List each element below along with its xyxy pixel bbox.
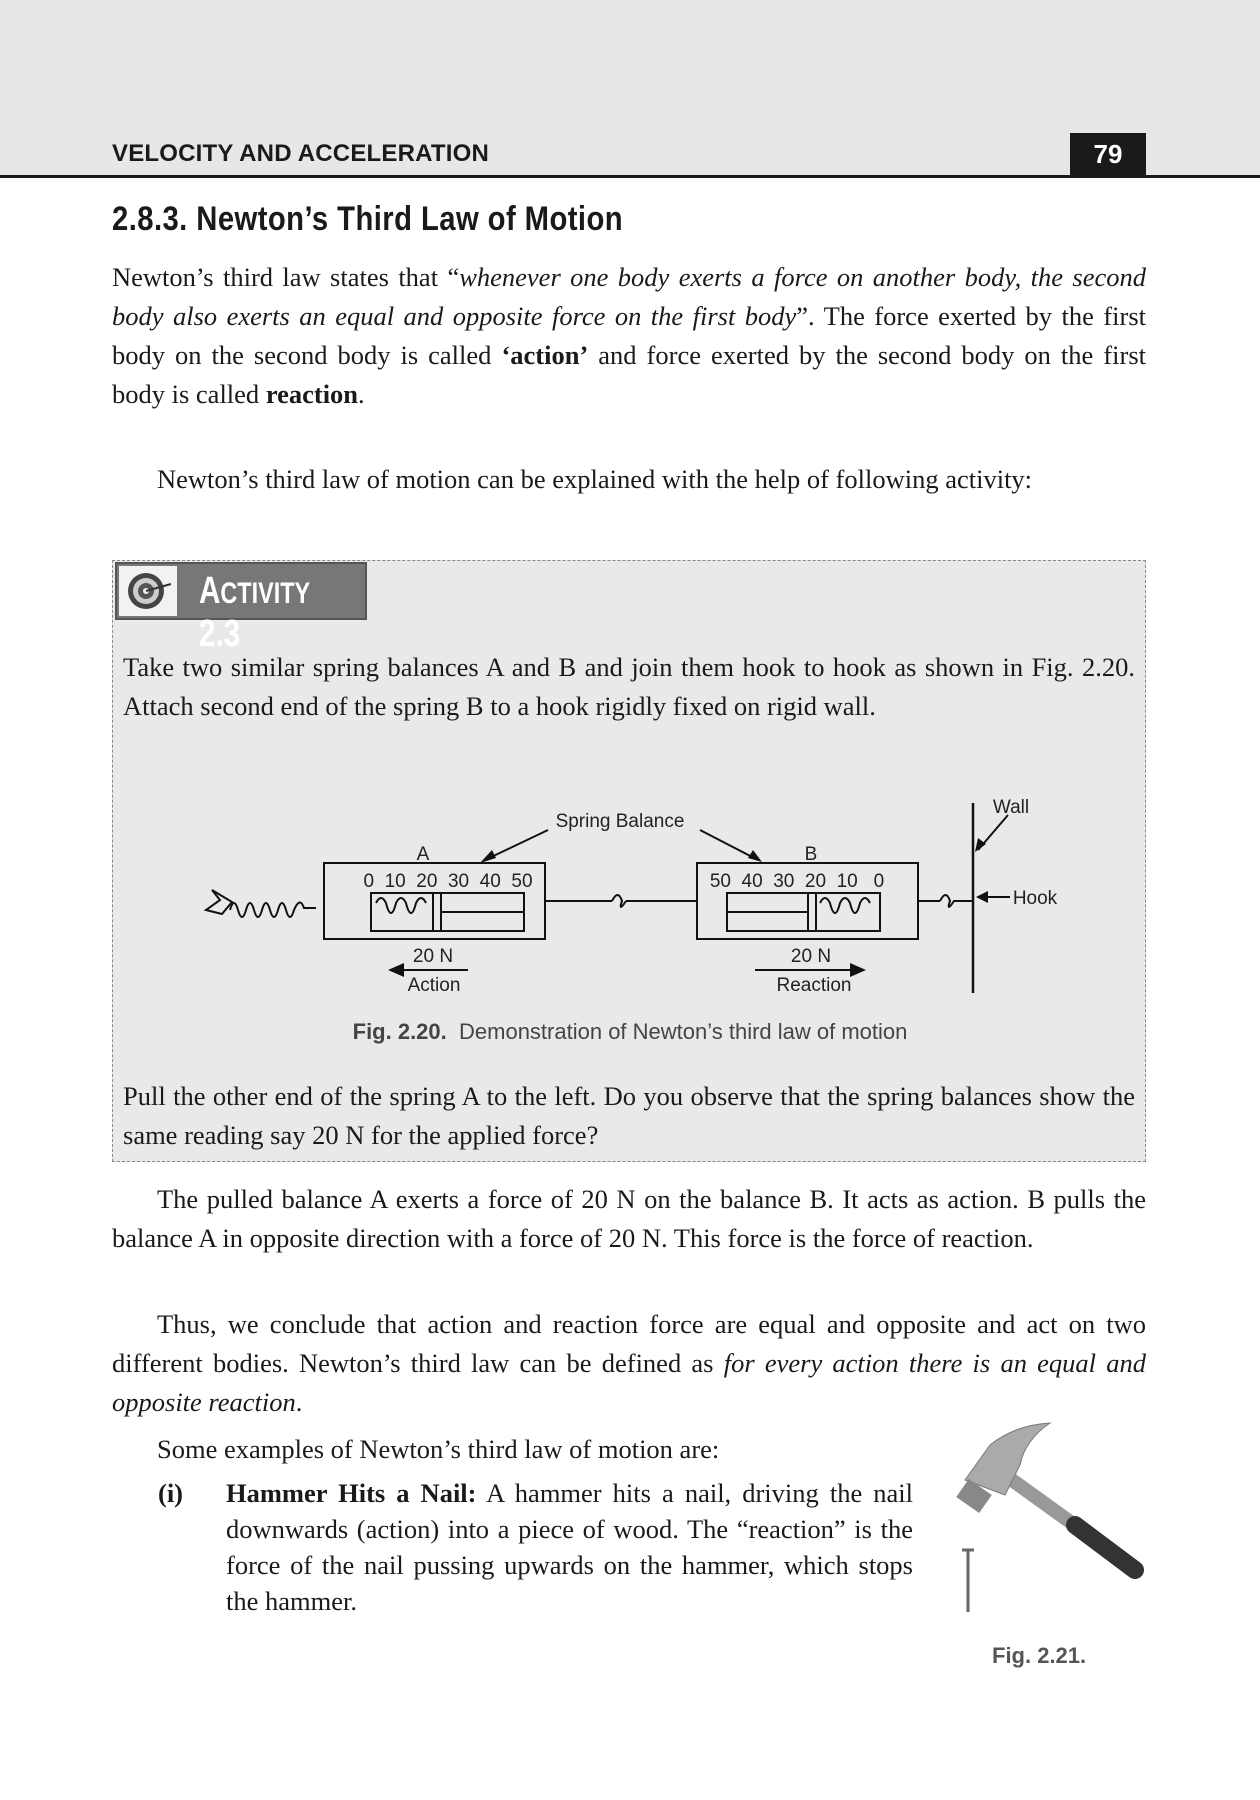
item-number: (i)	[158, 1478, 184, 1508]
force-b: 20 N	[790, 946, 832, 967]
page-number: 79	[1070, 133, 1146, 176]
figure-2-21-caption: Fig. 2.21.	[992, 1643, 1087, 1668]
force-a: 20 N	[412, 946, 454, 967]
hammer-nail-image	[945, 1415, 1150, 1620]
section-title: 2.8.3. Newton’s Third Law of Motion	[112, 200, 624, 238]
label-spring-balance: Spring Balance	[555, 811, 685, 832]
scale-a: 0 10 20 30 40 50	[363, 871, 533, 892]
label-reaction: Reaction	[776, 975, 852, 996]
label-a: A	[416, 844, 430, 865]
paragraph-5: Some examples of Newton’s third law of motion are:	[157, 1434, 720, 1464]
activity-text-2: Pull the other end of the spring A to the left. Do you observe that the spring balances show the same reading say 20 N for the applied force?	[123, 1081, 1135, 1150]
paragraph-3: The pulled balance A exerts a force of 20 N on the balance B. It acts as action. B pulls the balance A in opposite direction with a force of 20 N. This force is the force of reaction.	[112, 1184, 1146, 1253]
label-b: B	[804, 844, 818, 865]
scale-b: 50 40 30 20 10 0	[709, 871, 885, 892]
paragraph-2: Newton’s third law of motion can be explained with the help of following activity:	[157, 464, 1033, 494]
label-wall: Wall	[992, 797, 1030, 818]
paragraph-4: Thus, we conclude that action and reaction force are equal and opposite and act on two different bodies. Newton’s third law can be defined as for every action there is an equal and opposite reaction.	[112, 1309, 1146, 1417]
label-hook: Hook	[1012, 888, 1058, 909]
figure-caption: Fig. 2.20. Demonstration of Newton’s third law of motion	[352, 1019, 908, 1044]
label-action: Action	[407, 975, 461, 996]
activity-title: ACTIVITY 2.3	[199, 570, 311, 655]
hand-icon	[206, 890, 232, 914]
activity-text-1: Take two similar spring balances A and B and join them hook to hook as shown in Fig. 2.20. Attach second end of the spring B to a hook rigidly fixed on rigid wall.	[123, 652, 1135, 721]
running-head: VELOCITY AND ACCELERATION	[112, 140, 490, 167]
paragraph-1: Newton’s third law states that “whenever one body exerts a force on another body, the second body also exerts an equal and opposite force on the first body”. The force exerted by the first body on the second body is called ‘action’ and force exerted by the second body on the first body is called reaction.	[112, 262, 1146, 409]
example-item-1: (i) Hammer Hits a Nail: A hammer hits a nail, driving the nail downwards (action) into a piece of wood. The “reaction” is the force of the nail pussing upwards on the hammer, which stops the hammer.	[158, 1475, 913, 1619]
